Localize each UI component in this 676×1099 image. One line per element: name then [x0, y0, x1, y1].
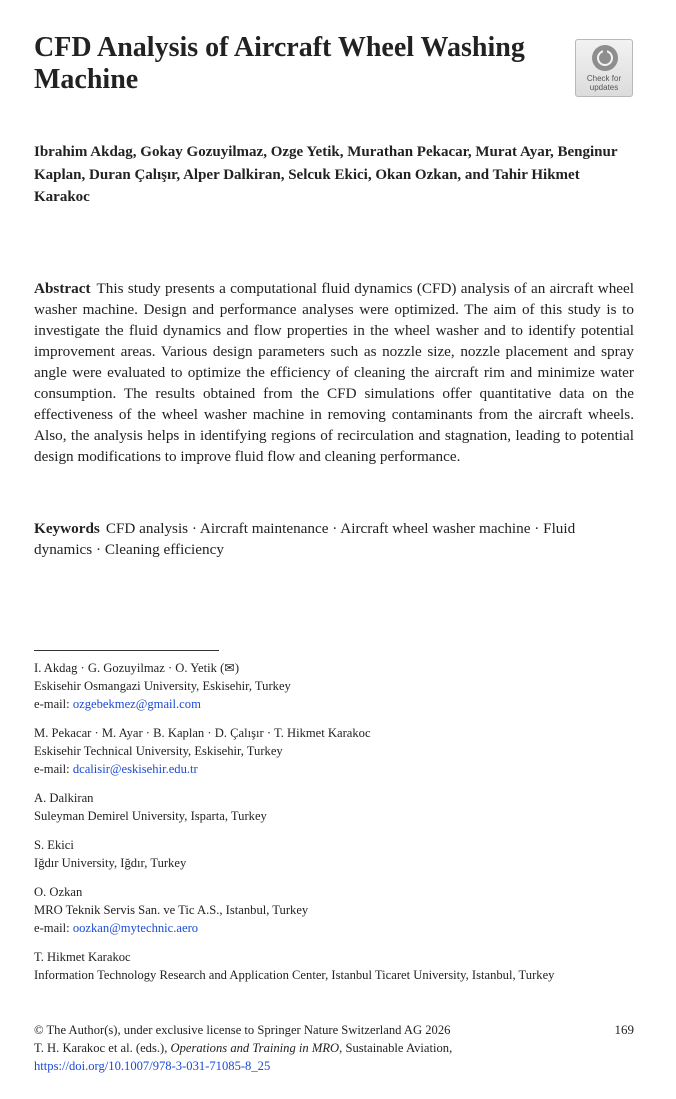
check-for-updates-label: Check for updates — [586, 74, 622, 92]
check-for-updates-icon — [592, 45, 618, 71]
affiliation-names: S. Ekici — [34, 838, 74, 852]
affiliation-3 — [34, 789, 644, 825]
doi-link[interactable]: https://doi.org/10.1007/978-3-031-71085-8_25 — [34, 1059, 271, 1073]
affiliation-names: A. Dalkiran — [34, 791, 94, 805]
affiliation-institution: MRO Teknik Servis San. ve Tic A.S., Istanbul, Turkey — [34, 903, 309, 917]
affiliation-names: I. Akdag · G. Gozuyilmaz · O. Yetik (✉) — [34, 661, 240, 675]
abstract — [34, 278, 634, 467]
email-link[interactable]: oozkan@mytechnic.aero — [72, 921, 199, 935]
affiliation-institution: Eskisehir Osmangazi University, Eskisehir, Turkey — [34, 679, 291, 693]
doi-line — [34, 1057, 634, 1075]
affiliation-institution: Eskisehir Technical University, Eskisehir, Turkey — [34, 744, 283, 758]
affiliation-email-line: e-mail: dcalisir@eskisehir.edu.tr — [34, 762, 198, 776]
affiliation-1 — [34, 659, 644, 713]
copyright-notice: © The Author(s), under exclusive license to Springer Nature Switzerland AG 2026 — [34, 1023, 451, 1037]
affiliation-email-line: e-mail: oozkan@mytechnic.aero — [34, 921, 199, 935]
citation-line: T. H. Karakoc et al. (eds.), Operations and Training in MRO, Sustainable Aviation, — [34, 1041, 453, 1055]
check-for-updates-button[interactable] — [575, 39, 633, 97]
page-footer — [34, 1021, 634, 1075]
email-link[interactable]: dcalisir@eskisehir.edu.tr — [72, 762, 198, 776]
affiliation-institution: Information Technology Research and Application Center, Istanbul Ticaret University, Istanbul, Turkey — [34, 968, 555, 982]
book-title: Operations and Training in MRO — [170, 1041, 340, 1055]
email-link[interactable]: ozgebekmez@gmail.com — [72, 697, 201, 711]
keywords-text: CFD analysis · Aircraft maintenance · Aircraft wheel washer machine · Fluid dynamics · Cleaning efficiency — [34, 520, 576, 558]
paper-title: CFD Analysis of Aircraft Wheel Washing Machine — [34, 32, 525, 95]
affiliation-4 — [34, 836, 644, 872]
keywords-label: Keywords — [34, 520, 100, 537]
affiliation-institution: Suleyman Demirel University, Isparta, Turkey — [34, 809, 267, 823]
affiliation-names: O. Ozkan — [34, 885, 83, 899]
affiliation-5 — [34, 883, 644, 937]
footnote-divider — [34, 650, 219, 651]
affiliation-email-line: e-mail: ozgebekmez@gmail.com — [34, 697, 201, 711]
keywords — [34, 518, 634, 560]
author-list: Ibrahim Akdag, Gokay Gozuyilmaz, Ozge Yetik, Murathan Pekacar, Murat Ayar, Benginur Kaplan, Duran Çalışır, Alper Dalkiran, Selcuk Ekici, Okan Ozkan, and Tahir Hikmet Karakoc — [34, 144, 618, 205]
affiliation-names: T. Hikmet Karakoc — [34, 950, 131, 964]
page-number: 169 — [614, 1022, 634, 1037]
affiliation-institution: Iğdır University, Iğdır, Turkey — [34, 856, 187, 870]
affiliations — [34, 659, 644, 995]
abstract-text: This study presents a computational fluid dynamics (CFD) analysis of an aircraft wheel washer machine. Design and performance analyses were optimized. The aim of this study is to investigate the fluid dynamics and flow properties in the wheel washer and to identify potential improvement areas. Various design parameters such as nozzle size, nozzle placement and spray angle were evaluated to optimize the efficiency of cleaning the aircraft rim and minimize water consumption. The results obtained from the CFD simulations offer quantitative data on the effectiveness of the wheel washer machine in removing contaminants from the aircraft wheels. Also, the analysis helps in identifying regions of recirculation and stagnation, leading to potential design modifications to improve fluid flow and cleaning performance. — [34, 280, 634, 465]
copyright-row — [34, 1021, 634, 1039]
abstract-label: Abstract — [34, 280, 91, 297]
affiliation-2 — [34, 724, 644, 778]
affiliation-names: M. Pekacar · M. Ayar · B. Kaplan · D. Çalışır · T. Hikmet Karakoc — [34, 726, 371, 740]
affiliation-6 — [34, 948, 644, 984]
